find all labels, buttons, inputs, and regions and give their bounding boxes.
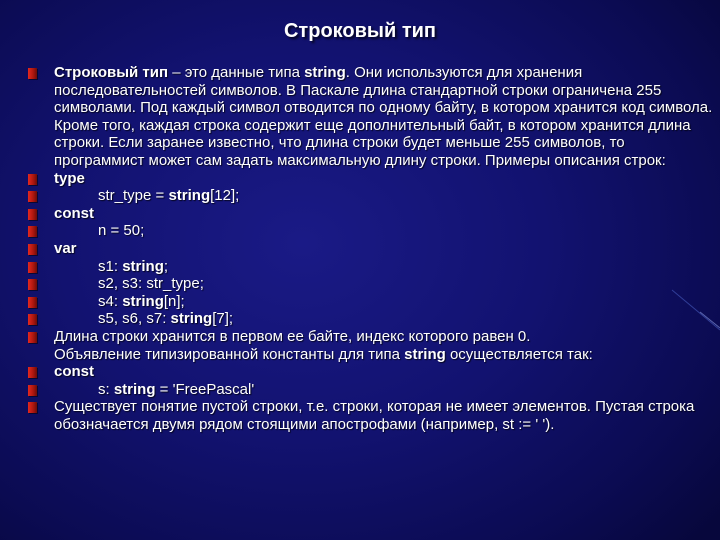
code-line: str_type = string[12]; [98,187,240,205]
list-item-s2-s3 [28,275,716,293]
slide-body [28,64,716,433]
code-line: n = 50; [98,222,145,240]
keyword: string [304,64,346,81]
list-item-n [28,222,716,240]
bullet-icon [28,244,37,255]
keyword: type [54,169,85,187]
list-item-var [28,240,716,258]
code-line: s1: string; [98,257,169,275]
list-item-s4 [28,293,716,311]
list-item-str-type [28,187,716,205]
keyword: string [168,187,211,205]
list-item-s5-s7 [28,310,716,328]
keyword: var [54,239,77,257]
bullet-icon [28,332,37,343]
bullet-icon [28,191,37,202]
bullet-icon [28,367,37,378]
keyword: const [54,204,95,222]
list-item-length-note: Длина строки хранится в первом ее байте, индекс которого равен 0. [28,328,716,346]
list-item-s-const [28,381,716,399]
bullet-icon [28,174,37,185]
bullet-icon [28,297,37,308]
list-item-const [28,205,716,223]
bullet-icon [28,226,37,237]
keyword: string [404,345,446,363]
term: Строковый тип [54,64,169,81]
bullet-icon [28,68,37,79]
list-item-type [28,170,716,188]
bullet-icon [28,209,37,220]
slide-title: Строковый тип [283,20,437,42]
code-line: s2, s3: str_type; [98,275,204,293]
keyword: string [170,310,213,328]
bullet-icon [28,402,37,413]
bullet-icon [28,314,37,325]
keyword: string [122,292,164,310]
keyword: string [122,257,164,275]
list-item-empty-string: Существует понятие пустой строки, т.е. строки, которая не имеет элементов. Пустая строка обозначается двумя рядом стоящими апострофами (например, st := ' '). [28,398,716,433]
list-item-s1 [28,258,716,276]
bullet-icon [28,385,37,396]
code-line: s4: string[n]; [98,292,185,310]
code-line: s: string = 'FreePascal' [98,380,255,398]
bullet-icon [28,279,37,290]
code-line: s5, s6, s7: string[7]; [98,310,234,328]
list-item-typed-const: Объявление типизированной константы для типа string осуществляется так: [54,345,593,363]
keyword: string [113,380,156,398]
list-item-definition: Строковый тип – это данные типа string. Они используются для хранения последовательностей символов. В Паскале длина стандартной строки ограничена 255 символами. Под каждый символ отводится по одному байту, в котором хранится код символа. Кроме того, каждая строка содержит еще дополнительный байт, в котором хранится длина строки. Если заранее известно, что длина строки будет меньше 255 символов, то программист может сам задать максимальную длину строки. Примеры описания строк: [28,64,716,170]
list-item-const-2 [28,363,716,381]
keyword: const [54,363,95,381]
bullet-icon [28,262,37,273]
